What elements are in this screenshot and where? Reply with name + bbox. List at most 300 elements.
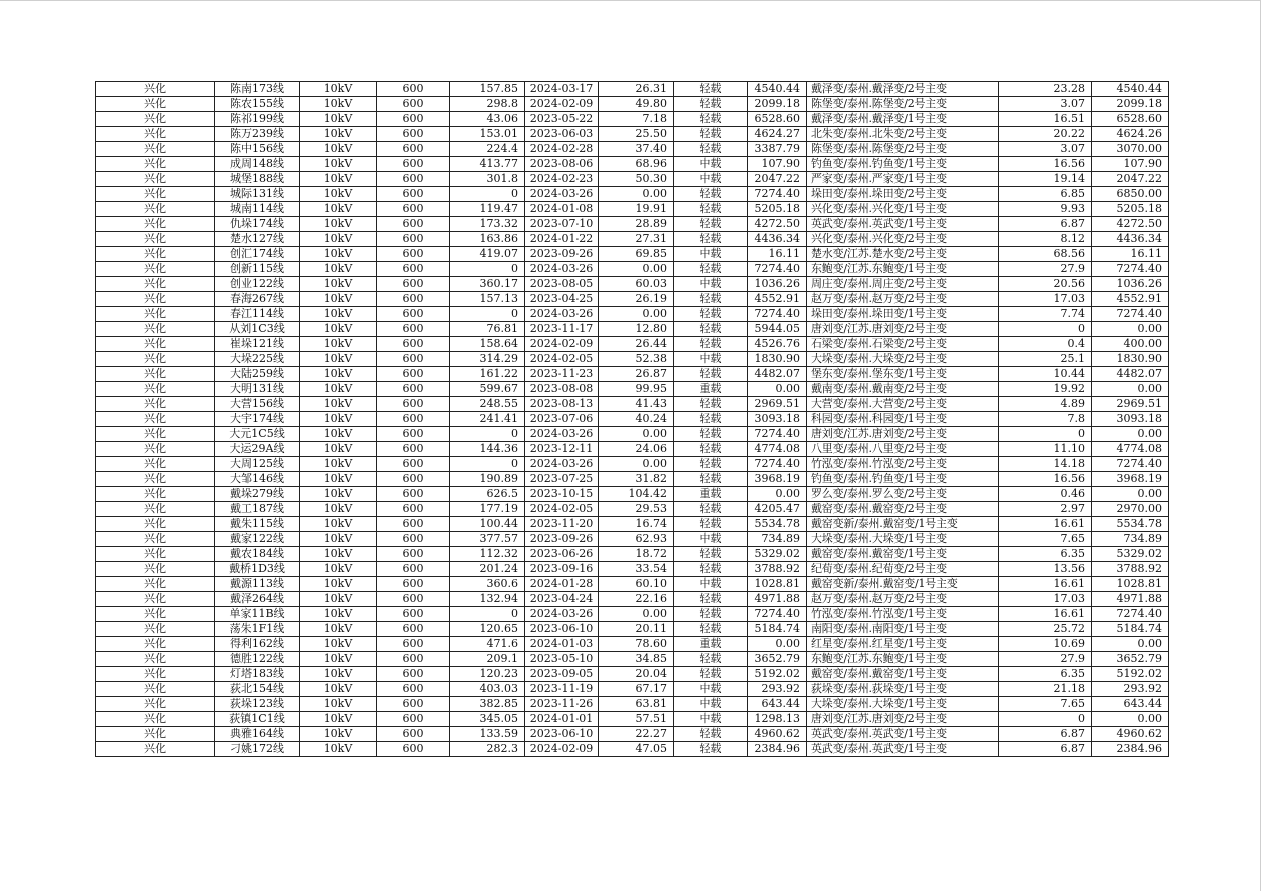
area-cell: 兴化 [96, 427, 215, 442]
rated-current-cell: 600 [377, 247, 450, 262]
table-row [96, 112, 1169, 127]
max-current-cell: 201.24 [450, 562, 525, 577]
table-row [96, 487, 1169, 502]
max-current-cell: 298.8 [450, 97, 525, 112]
load-status-cell: 轻载 [674, 412, 748, 427]
source-transformer-cell: 英武变/泰州.英武变/1号主变 [807, 727, 999, 742]
transformer-rate-cell: 6.35 [999, 547, 1092, 562]
table-row [96, 457, 1169, 472]
transformer-rate-cell: 0 [999, 712, 1092, 727]
area-cell: 兴化 [96, 607, 215, 622]
source-transformer-cell: 赵万变/泰州.赵万变/2号主变 [807, 292, 999, 307]
date-cell: 2024-02-28 [525, 142, 599, 157]
line-name-cell: 得利162线 [215, 637, 300, 652]
load-status-cell: 中载 [674, 697, 748, 712]
source-transformer-cell: 大营变/泰州.大营变/2号主变 [807, 397, 999, 412]
table-row [96, 427, 1169, 442]
source-transformer-cell: 戴泽变/泰州.戴泽变/1号主变 [807, 112, 999, 127]
open-capacity-cell: 4272.50 [1092, 217, 1169, 232]
area-cell: 兴化 [96, 247, 215, 262]
voltage-cell: 10kV [300, 367, 377, 382]
area-cell: 兴化 [96, 397, 215, 412]
load-rate-cell: 60.03 [599, 277, 674, 292]
source-transformer-cell: 唐刘变/江苏.唐刘变/2号主变 [807, 712, 999, 727]
transformer-rate-cell: 16.51 [999, 112, 1092, 127]
available-capacity-cell: 3968.19 [748, 472, 807, 487]
date-cell: 2024-02-05 [525, 502, 599, 517]
source-transformer-cell: 周庄变/泰州.周庄变/2号主变 [807, 277, 999, 292]
voltage-cell: 10kV [300, 607, 377, 622]
date-cell: 2023-06-10 [525, 727, 599, 742]
load-rate-cell: 26.44 [599, 337, 674, 352]
line-name-cell: 仇垛174线 [215, 217, 300, 232]
line-name-cell: 单家11B线 [215, 607, 300, 622]
rated-current-cell: 600 [377, 202, 450, 217]
table-row [96, 652, 1169, 667]
date-cell: 2024-03-26 [525, 427, 599, 442]
source-transformer-cell: 荻垛变/泰州.荻垛变/1号主变 [807, 682, 999, 697]
area-cell: 兴化 [96, 307, 215, 322]
table-row [96, 142, 1169, 157]
table-row [96, 337, 1169, 352]
available-capacity-cell: 7274.40 [748, 187, 807, 202]
date-cell: 2024-02-09 [525, 337, 599, 352]
open-capacity-cell: 1028.81 [1092, 577, 1169, 592]
table-row [96, 547, 1169, 562]
table-row [96, 502, 1169, 517]
load-status-cell: 轻载 [674, 292, 748, 307]
rated-current-cell: 600 [377, 127, 450, 142]
voltage-cell: 10kV [300, 712, 377, 727]
voltage-cell: 10kV [300, 667, 377, 682]
voltage-cell: 10kV [300, 637, 377, 652]
max-current-cell: 314.29 [450, 352, 525, 367]
load-status-cell: 轻载 [674, 472, 748, 487]
date-cell: 2023-11-26 [525, 697, 599, 712]
max-current-cell: 177.19 [450, 502, 525, 517]
table-body [96, 82, 1169, 757]
load-rate-cell: 7.18 [599, 112, 674, 127]
max-current-cell: 248.55 [450, 397, 525, 412]
load-rate-cell: 78.60 [599, 637, 674, 652]
table-row [96, 682, 1169, 697]
load-status-cell: 中载 [674, 277, 748, 292]
line-name-cell: 陈农155线 [215, 97, 300, 112]
max-current-cell: 153.01 [450, 127, 525, 142]
table-row [96, 607, 1169, 622]
area-cell: 兴化 [96, 277, 215, 292]
load-status-cell: 中载 [674, 247, 748, 262]
rated-current-cell: 600 [377, 382, 450, 397]
available-capacity-cell: 1028.81 [748, 577, 807, 592]
line-name-cell: 创汇174线 [215, 247, 300, 262]
date-cell: 2023-08-13 [525, 397, 599, 412]
load-status-cell: 中载 [674, 157, 748, 172]
transformer-rate-cell: 25.72 [999, 622, 1092, 637]
load-status-cell: 轻载 [674, 82, 748, 97]
date-cell: 2024-01-03 [525, 637, 599, 652]
source-transformer-cell: 戴窑变/泰州.戴窑变/1号主变 [807, 667, 999, 682]
line-name-cell: 城堡188线 [215, 172, 300, 187]
available-capacity-cell: 643.44 [748, 697, 807, 712]
source-transformer-cell: 钓鱼变/泰州.钓鱼变/1号主变 [807, 157, 999, 172]
available-capacity-cell: 4526.76 [748, 337, 807, 352]
transformer-rate-cell: 10.44 [999, 367, 1092, 382]
rated-current-cell: 600 [377, 517, 450, 532]
date-cell: 2023-11-17 [525, 322, 599, 337]
open-capacity-cell: 0.00 [1092, 487, 1169, 502]
max-current-cell: 173.32 [450, 217, 525, 232]
available-capacity-cell: 3093.18 [748, 412, 807, 427]
voltage-cell: 10kV [300, 307, 377, 322]
load-rate-cell: 20.04 [599, 667, 674, 682]
open-capacity-cell: 2970.00 [1092, 502, 1169, 517]
max-current-cell: 377.57 [450, 532, 525, 547]
date-cell: 2023-06-03 [525, 127, 599, 142]
source-transformer-cell: 戴泽变/泰州.戴泽变/2号主变 [807, 82, 999, 97]
transformer-rate-cell: 27.9 [999, 262, 1092, 277]
available-capacity-cell: 1298.13 [748, 712, 807, 727]
voltage-cell: 10kV [300, 142, 377, 157]
table-row [96, 322, 1169, 337]
line-name-cell: 大垛225线 [215, 352, 300, 367]
open-capacity-cell: 0.00 [1092, 712, 1169, 727]
table-row [96, 352, 1169, 367]
area-cell: 兴化 [96, 322, 215, 337]
max-current-cell: 190.89 [450, 472, 525, 487]
date-cell: 2023-12-11 [525, 442, 599, 457]
available-capacity-cell: 7274.40 [748, 262, 807, 277]
date-cell: 2023-07-06 [525, 412, 599, 427]
transformer-rate-cell: 3.07 [999, 97, 1092, 112]
date-cell: 2023-04-25 [525, 292, 599, 307]
rated-current-cell: 600 [377, 322, 450, 337]
date-cell: 2024-01-08 [525, 202, 599, 217]
load-rate-cell: 41.43 [599, 397, 674, 412]
max-current-cell: 382.85 [450, 697, 525, 712]
open-capacity-cell: 4960.62 [1092, 727, 1169, 742]
available-capacity-cell: 7274.40 [748, 427, 807, 442]
open-capacity-cell: 2047.22 [1092, 172, 1169, 187]
available-capacity-cell: 1830.90 [748, 352, 807, 367]
line-name-cell: 创业122线 [215, 277, 300, 292]
load-rate-cell: 0.00 [599, 262, 674, 277]
load-rate-cell: 33.54 [599, 562, 674, 577]
available-capacity-cell: 1036.26 [748, 277, 807, 292]
open-capacity-cell: 3070.00 [1092, 142, 1169, 157]
max-current-cell: 471.6 [450, 637, 525, 652]
load-status-cell: 轻载 [674, 127, 748, 142]
transformer-rate-cell: 9.93 [999, 202, 1092, 217]
load-status-cell: 轻载 [674, 742, 748, 757]
rated-current-cell: 600 [377, 727, 450, 742]
open-capacity-cell: 0.00 [1092, 637, 1169, 652]
transformer-rate-cell: 7.74 [999, 307, 1092, 322]
table-row [96, 472, 1169, 487]
load-rate-cell: 28.89 [599, 217, 674, 232]
date-cell: 2023-07-25 [525, 472, 599, 487]
rated-current-cell: 600 [377, 157, 450, 172]
transformer-rate-cell: 17.03 [999, 592, 1092, 607]
load-status-cell: 轻载 [674, 427, 748, 442]
source-transformer-cell: 北朱变/泰州.北朱变/2号主变 [807, 127, 999, 142]
table-row [96, 277, 1169, 292]
table-row [96, 412, 1169, 427]
area-cell: 兴化 [96, 592, 215, 607]
load-rate-cell: 104.42 [599, 487, 674, 502]
rated-current-cell: 600 [377, 742, 450, 757]
max-current-cell: 120.65 [450, 622, 525, 637]
available-capacity-cell: 4624.27 [748, 127, 807, 142]
load-status-cell: 轻载 [674, 367, 748, 382]
max-current-cell: 163.86 [450, 232, 525, 247]
area-cell: 兴化 [96, 637, 215, 652]
load-status-cell: 重载 [674, 487, 748, 502]
max-current-cell: 43.06 [450, 112, 525, 127]
max-current-cell: 112.32 [450, 547, 525, 562]
load-status-cell: 轻载 [674, 202, 748, 217]
rated-current-cell: 600 [377, 397, 450, 412]
line-name-cell: 荡朱1F1线 [215, 622, 300, 637]
load-status-cell: 轻载 [674, 502, 748, 517]
area-cell: 兴化 [96, 742, 215, 757]
rated-current-cell: 600 [377, 547, 450, 562]
line-name-cell: 荻镇1C1线 [215, 712, 300, 727]
line-name-cell: 创新115线 [215, 262, 300, 277]
load-status-cell: 轻载 [674, 652, 748, 667]
load-status-cell: 轻载 [674, 142, 748, 157]
rated-current-cell: 600 [377, 97, 450, 112]
max-current-cell: 419.07 [450, 247, 525, 262]
table-row [96, 742, 1169, 757]
source-transformer-cell: 兴化变/泰州.兴化变/2号主变 [807, 232, 999, 247]
load-rate-cell: 62.93 [599, 532, 674, 547]
max-current-cell: 224.4 [450, 142, 525, 157]
load-rate-cell: 26.19 [599, 292, 674, 307]
load-rate-cell: 47.05 [599, 742, 674, 757]
table-row [96, 667, 1169, 682]
load-rate-cell: 26.31 [599, 82, 674, 97]
voltage-cell: 10kV [300, 742, 377, 757]
table-row [96, 157, 1169, 172]
available-capacity-cell: 293.92 [748, 682, 807, 697]
source-transformer-cell: 垛田变/泰州.垛田变/2号主变 [807, 187, 999, 202]
date-cell: 2023-11-20 [525, 517, 599, 532]
voltage-cell: 10kV [300, 82, 377, 97]
max-current-cell: 599.67 [450, 382, 525, 397]
source-transformer-cell: 大垛变/泰州.大垛变/1号主变 [807, 697, 999, 712]
area-cell: 兴化 [96, 352, 215, 367]
area-cell: 兴化 [96, 262, 215, 277]
open-capacity-cell: 3652.79 [1092, 652, 1169, 667]
load-status-cell: 轻载 [674, 727, 748, 742]
source-transformer-cell: 楚水变/江苏.楚水变/2号主变 [807, 247, 999, 262]
open-capacity-cell: 7274.40 [1092, 607, 1169, 622]
open-capacity-cell: 3093.18 [1092, 412, 1169, 427]
max-current-cell: 0 [450, 307, 525, 322]
voltage-cell: 10kV [300, 727, 377, 742]
source-transformer-cell: 南阳变/泰州.南阳变/1号主变 [807, 622, 999, 637]
source-transformer-cell: 钓鱼变/泰州.钓鱼变/1号主变 [807, 472, 999, 487]
max-current-cell: 144.36 [450, 442, 525, 457]
load-rate-cell: 0.00 [599, 307, 674, 322]
load-status-cell: 轻载 [674, 337, 748, 352]
line-name-cell: 大陆259线 [215, 367, 300, 382]
available-capacity-cell: 7274.40 [748, 307, 807, 322]
open-capacity-cell: 6528.60 [1092, 112, 1169, 127]
table-row [96, 172, 1169, 187]
transformer-rate-cell: 17.03 [999, 292, 1092, 307]
line-name-cell: 典雅164线 [215, 727, 300, 742]
area-cell: 兴化 [96, 502, 215, 517]
transformer-rate-cell: 20.56 [999, 277, 1092, 292]
area-cell: 兴化 [96, 127, 215, 142]
voltage-cell: 10kV [300, 292, 377, 307]
date-cell: 2024-02-23 [525, 172, 599, 187]
load-status-cell: 轻载 [674, 547, 748, 562]
transformer-rate-cell: 16.61 [999, 517, 1092, 532]
source-transformer-cell: 竹泓变/泰州.竹泓变/2号主变 [807, 457, 999, 472]
load-status-cell: 轻载 [674, 457, 748, 472]
voltage-cell: 10kV [300, 517, 377, 532]
available-capacity-cell: 2047.22 [748, 172, 807, 187]
area-cell: 兴化 [96, 712, 215, 727]
max-current-cell: 120.23 [450, 667, 525, 682]
load-status-cell: 轻载 [674, 667, 748, 682]
line-name-cell: 戴朱115线 [215, 517, 300, 532]
source-transformer-cell: 唐刘变/江苏.唐刘变/2号主变 [807, 427, 999, 442]
open-capacity-cell: 4774.08 [1092, 442, 1169, 457]
date-cell: 2024-01-22 [525, 232, 599, 247]
area-cell: 兴化 [96, 487, 215, 502]
area-cell: 兴化 [96, 292, 215, 307]
voltage-cell: 10kV [300, 322, 377, 337]
rated-current-cell: 600 [377, 142, 450, 157]
date-cell: 2023-05-10 [525, 652, 599, 667]
area-cell: 兴化 [96, 367, 215, 382]
transformer-rate-cell: 10.69 [999, 637, 1092, 652]
rated-current-cell: 600 [377, 412, 450, 427]
voltage-cell: 10kV [300, 697, 377, 712]
area-cell: 兴化 [96, 562, 215, 577]
voltage-cell: 10kV [300, 232, 377, 247]
line-name-cell: 大元1C5线 [215, 427, 300, 442]
load-status-cell: 轻载 [674, 562, 748, 577]
load-rate-cell: 20.11 [599, 622, 674, 637]
source-transformer-cell: 堡东变/泰州.堡东变/1号主变 [807, 367, 999, 382]
load-rate-cell: 67.17 [599, 682, 674, 697]
max-current-cell: 209.1 [450, 652, 525, 667]
date-cell: 2024-03-26 [525, 457, 599, 472]
open-capacity-cell: 400.00 [1092, 337, 1169, 352]
line-name-cell: 大营156线 [215, 397, 300, 412]
transformer-rate-cell: 20.22 [999, 127, 1092, 142]
date-cell: 2023-05-22 [525, 112, 599, 127]
load-status-cell: 轻载 [674, 442, 748, 457]
line-name-cell: 城南114线 [215, 202, 300, 217]
load-status-cell: 轻载 [674, 232, 748, 247]
table-row [96, 307, 1169, 322]
area-cell: 兴化 [96, 157, 215, 172]
date-cell: 2023-06-10 [525, 622, 599, 637]
available-capacity-cell: 4272.50 [748, 217, 807, 232]
load-rate-cell: 22.27 [599, 727, 674, 742]
max-current-cell: 0 [450, 607, 525, 622]
load-status-cell: 轻载 [674, 322, 748, 337]
transformer-rate-cell: 6.35 [999, 667, 1092, 682]
table-row [96, 592, 1169, 607]
date-cell: 2024-03-26 [525, 307, 599, 322]
max-current-cell: 0 [450, 457, 525, 472]
area-cell: 兴化 [96, 622, 215, 637]
load-rate-cell: 63.81 [599, 697, 674, 712]
load-status-cell: 中载 [674, 712, 748, 727]
transformer-rate-cell: 14.18 [999, 457, 1092, 472]
open-capacity-cell: 0.00 [1092, 382, 1169, 397]
open-capacity-cell: 7274.40 [1092, 307, 1169, 322]
table-row [96, 82, 1169, 97]
open-capacity-cell: 4482.07 [1092, 367, 1169, 382]
voltage-cell: 10kV [300, 472, 377, 487]
area-cell: 兴化 [96, 172, 215, 187]
transformer-rate-cell: 27.9 [999, 652, 1092, 667]
available-capacity-cell: 5534.78 [748, 517, 807, 532]
source-transformer-cell: 唐刘变/江苏.唐刘变/2号主变 [807, 322, 999, 337]
voltage-cell: 10kV [300, 622, 377, 637]
line-name-cell: 大运29A线 [215, 442, 300, 457]
table-row [96, 532, 1169, 547]
load-status-cell: 轻载 [674, 262, 748, 277]
open-capacity-cell: 5192.02 [1092, 667, 1169, 682]
rated-current-cell: 600 [377, 352, 450, 367]
available-capacity-cell: 5205.18 [748, 202, 807, 217]
available-capacity-cell: 16.11 [748, 247, 807, 262]
load-rate-cell: 26.87 [599, 367, 674, 382]
line-name-cell: 大邹146线 [215, 472, 300, 487]
line-name-cell: 大宇174线 [215, 412, 300, 427]
rated-current-cell: 600 [377, 457, 450, 472]
transformer-rate-cell: 6.87 [999, 217, 1092, 232]
rated-current-cell: 600 [377, 277, 450, 292]
voltage-cell: 10kV [300, 202, 377, 217]
voltage-cell: 10kV [300, 457, 377, 472]
available-capacity-cell: 4540.44 [748, 82, 807, 97]
transformer-rate-cell: 6.87 [999, 742, 1092, 757]
load-rate-cell: 16.74 [599, 517, 674, 532]
table-row [96, 712, 1169, 727]
transformer-rate-cell: 11.10 [999, 442, 1092, 457]
line-name-cell: 陈万239线 [215, 127, 300, 142]
source-transformer-cell: 英武变/泰州.英武变/1号主变 [807, 217, 999, 232]
available-capacity-cell: 5329.02 [748, 547, 807, 562]
table-row [96, 697, 1169, 712]
line-name-cell: 大周125线 [215, 457, 300, 472]
max-current-cell: 157.13 [450, 292, 525, 307]
load-rate-cell: 50.30 [599, 172, 674, 187]
area-cell: 兴化 [96, 577, 215, 592]
voltage-cell: 10kV [300, 277, 377, 292]
date-cell: 2023-04-24 [525, 592, 599, 607]
voltage-cell: 10kV [300, 382, 377, 397]
table-row [96, 562, 1169, 577]
source-transformer-cell: 竹泓变/泰州.竹泓变/1号主变 [807, 607, 999, 622]
available-capacity-cell: 5192.02 [748, 667, 807, 682]
line-name-cell: 戴桥1D3线 [215, 562, 300, 577]
voltage-cell: 10kV [300, 172, 377, 187]
area-cell: 兴化 [96, 112, 215, 127]
table-row [96, 367, 1169, 382]
max-current-cell: 100.44 [450, 517, 525, 532]
